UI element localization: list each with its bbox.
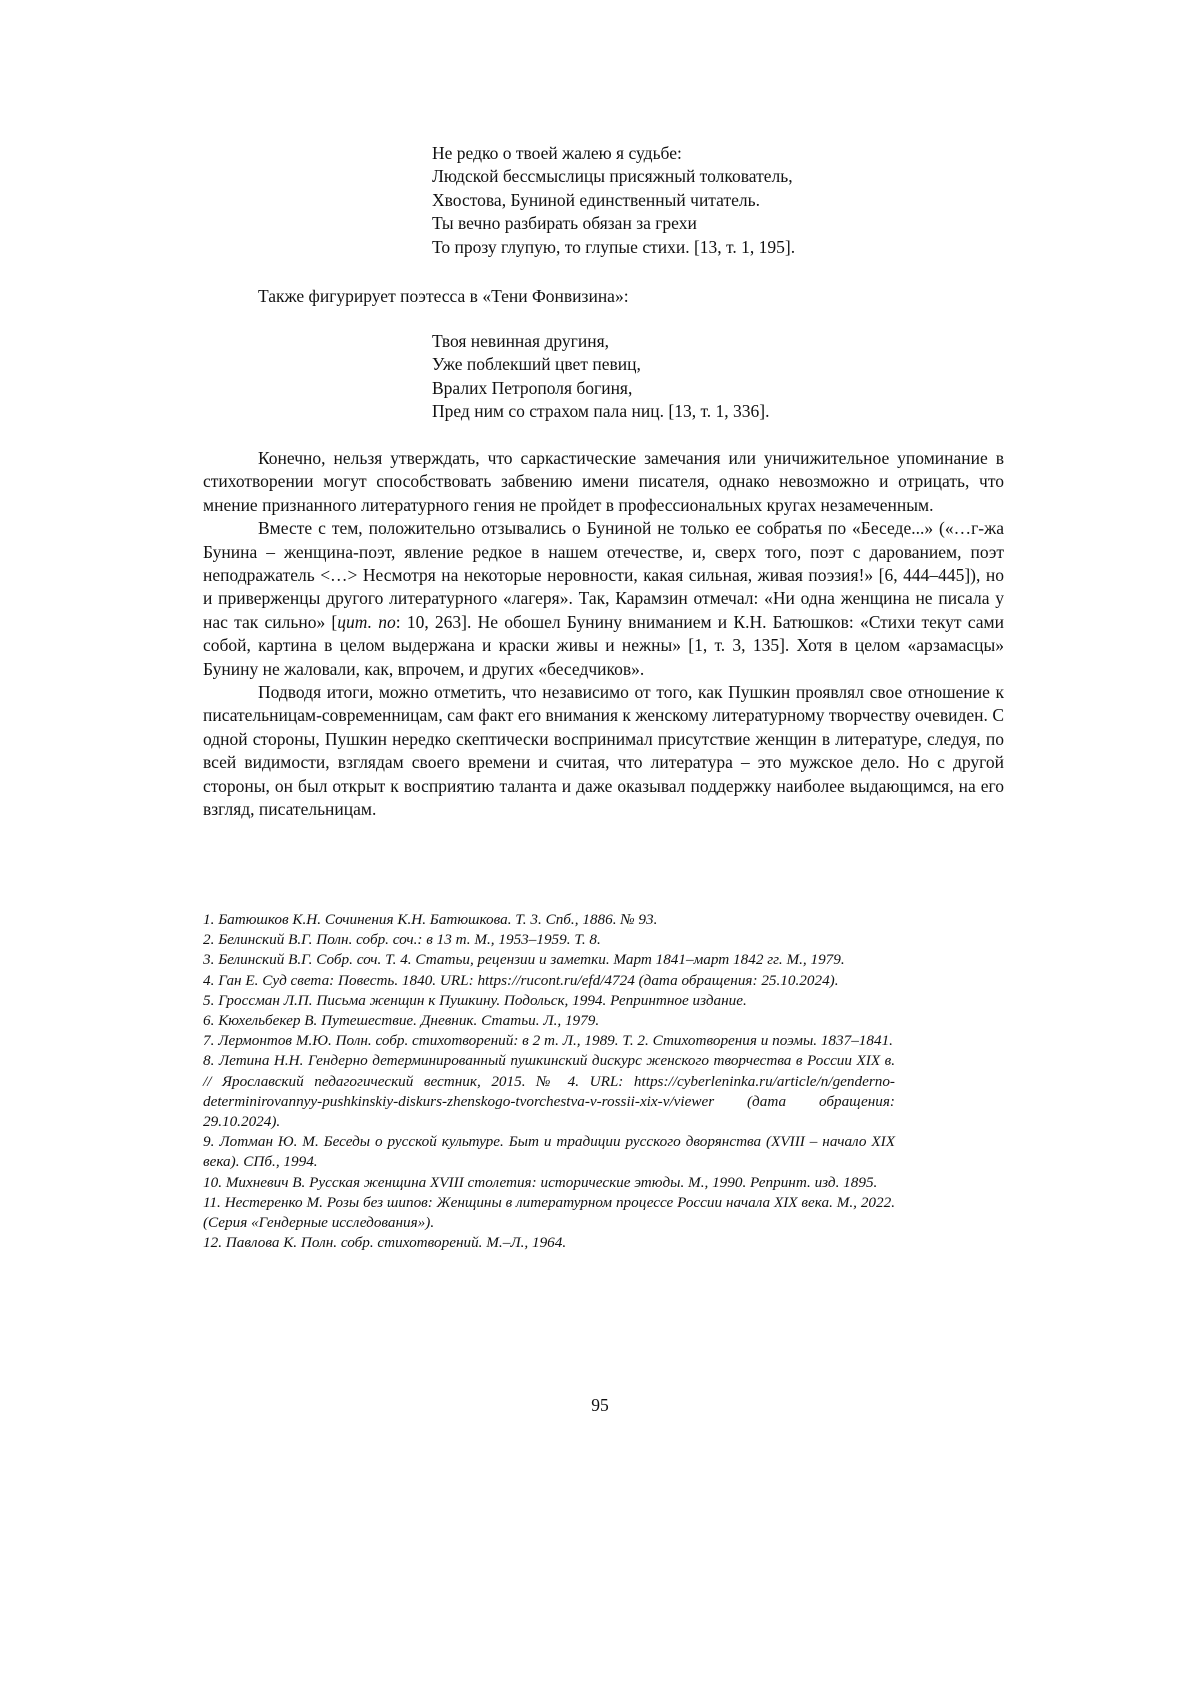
reference-item: 6. Кюхельбекер В. Путешествие. Дневник. Статьи. Л., 1979. (203, 1011, 895, 1031)
poem-line: Хвостова, Буниной единственный читатель. (432, 189, 795, 212)
paragraph-text: : 10, 263]. Не обошел Бунину вниманием и К.Н. Батюшков: «Стихи текут сами собой, картина в целом выдержана и краски живы и нежны» [1, т. 3, 135]. Хотя в целом «арзамасцы» Бунину не жаловали, как, впрочем, и других «беседчиков». (203, 612, 1004, 679)
poem-line: Не редко о твоей жалею я судьбе: (432, 142, 795, 165)
reference-item: 12. Павлова К. Полн. собр. стихотворений. М.–Л., 1964. (203, 1233, 895, 1253)
paragraph: Конечно, нельзя утверждать, что саркастические замечания или уничижительное упоминание в стихотворении могут способствовать забвению имени писателя, однако невозможно и отрицать, что мнение признанного литературного гения не пройдет в профессиональных кругах незамеченным. (203, 447, 1004, 517)
reference-item: 2. Белинский В.Г. Полн. собр. соч.: в 13 т. М., 1953–1959. Т. 8. (203, 930, 895, 950)
poem-line: Пред ним со страхом пала ниц. [13, т. 1, 336]. (432, 400, 770, 423)
reference-item: 7. Лермонтов М.Ю. Полн. собр. стихотворений: в 2 т. Л., 1989. Т. 2. Стихотворения и поэмы. 1837–1841. (203, 1031, 895, 1051)
intro-sentence: Также фигурирует поэтесса в «Тени Фонвизина»: (258, 285, 629, 308)
citation-marker: цит. по (337, 612, 395, 632)
references-list (203, 910, 895, 1253)
poem-quote-2 (432, 330, 770, 424)
reference-item: 5. Гроссман Л.П. Письма женщин к Пушкину. Подольск, 1994. Репринтное издание. (203, 991, 895, 1011)
poem-line: То прозу глупую, то глупые стихи. [13, т. 1, 195]. (432, 236, 795, 259)
reference-item: 11. Нестеренко М. Розы без шипов: Женщины в литературном процессе России начала XIX века. М., 2022. (Серия «Гендерные исследования»). (203, 1193, 895, 1233)
paragraph: Подводя итоги, можно отметить, что независимо от того, как Пушкин проявлял свое отношение к писательницам-современницам, сам факт его внимания к женскому литературному творчеству очевиден. С одной стороны, Пушкин нередко скептически воспринимал присутствие женщин в литературе, следуя, по всей видимости, взглядам своего времени и считая, что литература – это мужское дело. Но с другой стороны, он был открыт к восприятию таланта и даже оказывал поддержку наиболее выдающимся, на его взгляд, писательницам. (203, 681, 1004, 821)
document-page (0, 0, 1200, 1697)
reference-item: 1. Батюшков К.Н. Сочинения К.Н. Батюшкова. Т. 3. Спб., 1886. № 93. (203, 910, 895, 930)
poem-line: Твоя невинная другиня, (432, 330, 770, 353)
paragraph-text: Вместе с тем, положительно отзывались о Буниной не только ее собратья по «Беседе...» («…г-жа Бунина – женщина-поэт, явление редкое в нашем отечестве, и, сверх того, поэт с дарованием, поэт неподражатель <…> Несмотря на некоторые неровности, какая сильная, живая поэзия!» [6, 444–445]), но и приверженцы другого литературного «лагеря». Так, Карамзин отмечал: «Ни одна женщина не писала у нас так сильно» [ (203, 518, 1004, 632)
poem-quote-1 (432, 142, 795, 259)
reference-item: 3. Белинский В.Г. Собр. соч. Т. 4. Статьи, рецензии и заметки. Март 1841–март 1842 гг. М., 1979. (203, 950, 895, 970)
reference-item: 8. Летина Н.Н. Гендерно детерминированный пушкинский дискурс женского творчества в России XIX в. // Ярославский педагогический вестник, 2015. № 4. URL: https://cyberleninka.ru/article/n/genderno-determinirovannyy-pushkinskiy-diskurs-zhenskogo-tvorchestva-v-rossii-xix-v/viewer (дата обращения: 29.10.2024). (203, 1051, 895, 1132)
poem-line: Уже поблекший цвет певиц, (432, 353, 770, 376)
body-text (203, 447, 1004, 822)
reference-item: 9. Лотман Ю. М. Беседы о русской культуре. Быт и традиции русского дворянства (XVIII – начало XIX века). СПб., 1994. (203, 1132, 895, 1172)
paragraph (203, 517, 1004, 681)
poem-line: Ты вечно разбирать обязан за грехи (432, 212, 795, 235)
reference-item: 4. Ган Е. Суд света: Повесть. 1840. URL: https://rucont.ru/efd/4724 (дата обращения: 25.10.2024). (203, 971, 895, 991)
page-number: 95 (0, 1394, 1200, 1417)
reference-item: 10. Михневич В. Русская женщина XVIII столетия: исторические этюды. М., 1990. Репринт. изд. 1895. (203, 1173, 895, 1193)
poem-line: Людской бессмыслицы присяжный толкователь, (432, 165, 795, 188)
poem-line: Вралих Петрополя богиня, (432, 377, 770, 400)
